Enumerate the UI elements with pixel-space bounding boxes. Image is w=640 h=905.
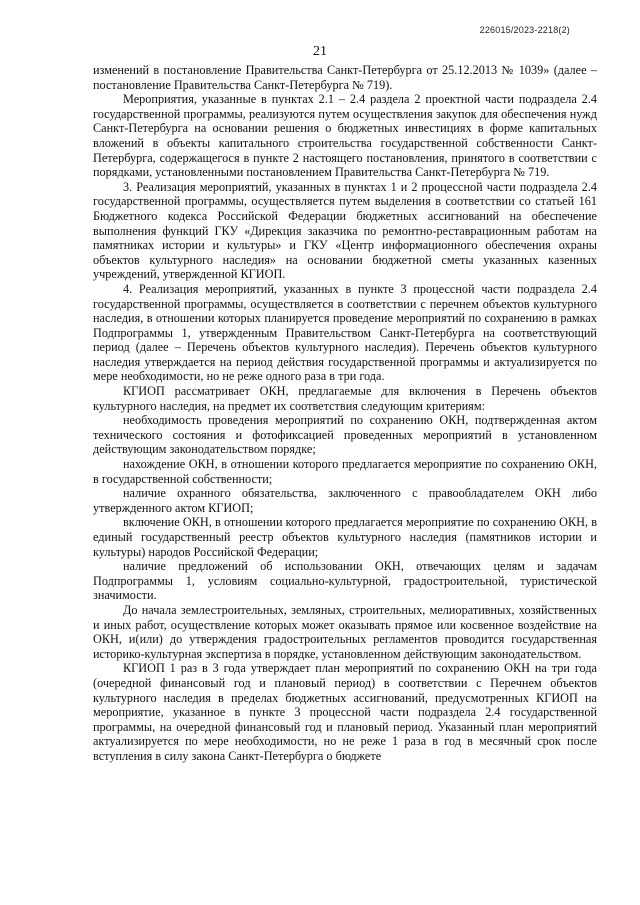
page-number: 21: [313, 44, 327, 59]
document-registration-number: 226015/2023-2218(2): [479, 25, 570, 35]
criterion-usage-proposals: наличие предложений об использовании ОКН, отвечающих целям и задачам Подпрограммы 1, условиям социально-культурной, градостроительной, туристической значимости.: [93, 559, 597, 603]
paragraph-item-3: 3. Реализация мероприятий, указанных в пунктах 1 и 2 процессной части подраздела 2.4 государственной программы, осуществляется путем выделения в соответствии со статьей 161 Бюджетного кодекса Российской Федерации бюджетных ассигнований на обеспечение выполнения функций ГКУ «Дирекция заказчика по ремонтно-реставрационным работам на памятниках истории и культуры» и ГКУ «Центр информационного обеспечения охраны объектов культурного наследия» на основании бюджетной сметы указанных казенных учреждений, утвержденной КГИОП.: [93, 179, 597, 282]
paragraph-continuation: изменений в постановление Правительства Санкт-Петербурга от 25.12.2013 № 1039» (далее – постановление Правительства Санкт-Петербурга № 719).: [93, 63, 597, 92]
criterion-protection-obligation: наличие охранного обязательства, заключенного с правообладателем ОКН либо утвержденного актом КГИОП;: [93, 486, 597, 515]
document-body: [93, 63, 597, 764]
paragraph-capital-investments: Мероприятия, указанные в пунктах 2.1 – 2.4 раздела 2 проектной части подраздела 2.4 государственной программы, реализуются путем осуществления закупок для обеспечения нужд Санкт-Петербурга на основании решения о бюджетных инвестициях в форме капитальных вложений в объекты капитального строительства государственной собственности Санкт-Петербурга, содержащегося в пункте 2 настоящего постановления, принятого в соответствии с порядками, установленными постановлением Правительства Санкт-Петербурга № 719.: [93, 92, 597, 180]
paragraph-item-4: 4. Реализация мероприятий, указанных в пункте 3 процессной части подраздела 2.4 государственной программы, осуществляется в соответствии с перечнем объектов культурного наследия, в отношении которых планируется проведение мероприятий по сохранению в рамках Подпрограммы 1, утвержденным Правительством Санкт-Петербурга на соответствующий период (далее – Перечень объектов культурного наследия). Перечень объектов культурного наследия утверждается на период действия государственной программы и актуализируется по мере необходимости, но не реже одного раза в три года.: [93, 281, 597, 384]
paragraph-criteria-intro: КГИОП рассматривает ОКН, предлагаемые для включения в Перечень объектов культурного наследия, на предмет их соответствия следующим критериям:: [93, 384, 597, 413]
paragraph-plan-approval: КГИОП 1 раз в 3 года утверждает план мероприятий по сохранению ОКН на три года (очередной финансовый год и плановый период) в соответствии с Перечнем объектов культурного наследия в пределах бюджетных ассигнований, предусмотренных КГИОП на мероприятие, указанное в пункте 3 процессной части подраздела 2.4 государственной программы, на очередной финансовый год и плановый период. Указанный план мероприятий актуализируется по мере необходимости, но не реже 1 раза в год в месячный срок после вступления в силу закона Санкт-Петербурга о бюджете: [93, 661, 597, 763]
paragraph-expertise: До начала землестроительных, земляных, строительных, мелиоративных, хозяйственных и иных работ, осуществление которых может оказывать прямое или косвенное воздействие на ОКН, и(или) до утверждения градостроительных регламентов проводится государственная историко-культурная экспертиза в порядке, установленном действующим законодательством.: [93, 602, 597, 661]
criterion-necessity: необходимость проведения мероприятий по сохранению ОКН, подтвержденная актом технического состояния и фотофиксацией проведенных мероприятий в установленном действующим законодательством порядке;: [93, 413, 597, 457]
criterion-registry-inclusion: включение ОКН, в отношении которого предлагается мероприятие по сохранению ОКН, в единый государственный реестр объектов культурного наследия (памятников истории и культуры) народов Российской Федерации;: [93, 515, 597, 559]
criterion-state-ownership: нахождение ОКН, в отношении которого предлагается мероприятие по сохранению ОКН, в государственной собственности;: [93, 457, 597, 486]
